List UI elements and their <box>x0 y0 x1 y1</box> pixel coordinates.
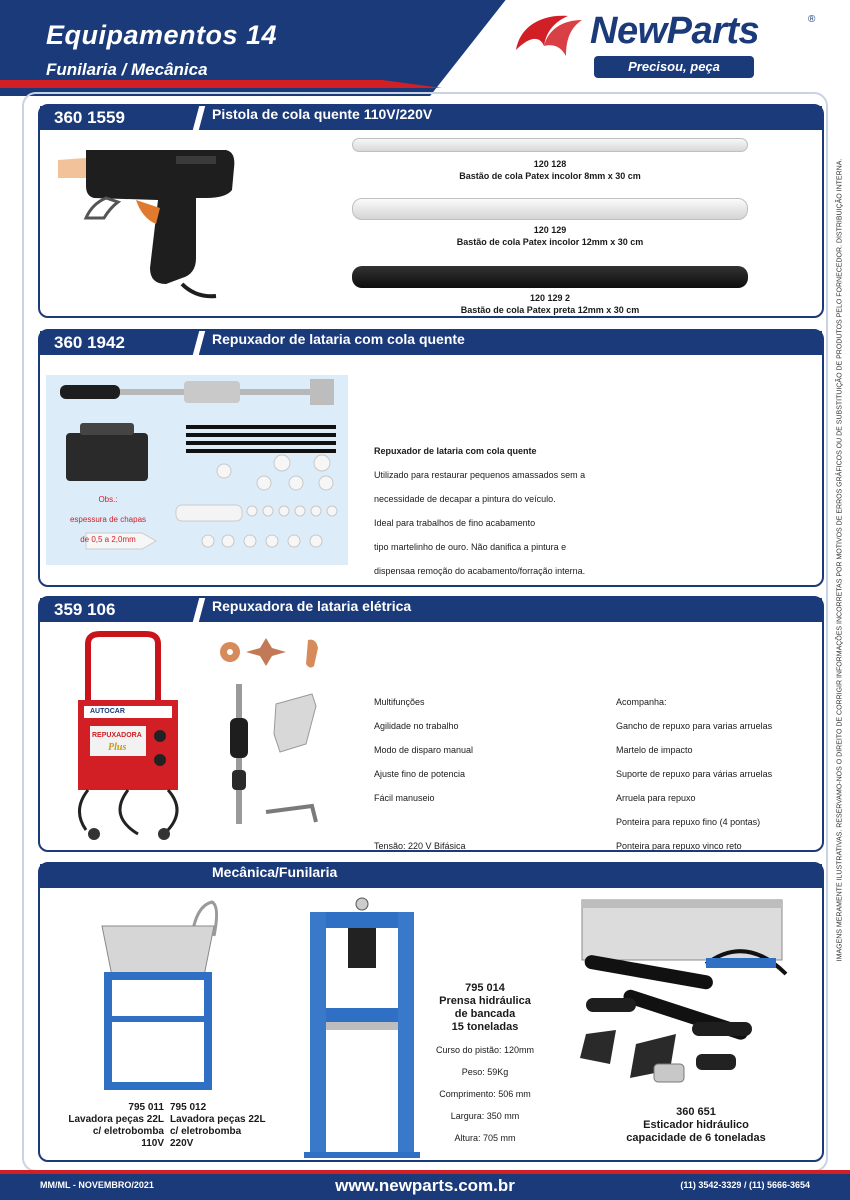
electric-puller-machine-image <box>68 630 186 842</box>
section-code: 360 1942 <box>40 331 200 355</box>
stretcher-label: 360 651 Esticador hidráulico capacidade de 6 toneladas <box>626 1106 766 1144</box>
section-glue-puller <box>38 329 824 587</box>
footer-edition: MM/ML - NOVEMBRO/2021 <box>40 1180 154 1190</box>
parts-washer-image <box>96 896 220 1096</box>
washer-220v-label: 795 012 Lavadora peças 22L c/ eletrobomba 220V <box>170 1102 266 1149</box>
page-subtitle: Funilaria / Mecânica <box>46 60 208 79</box>
section-header-bar <box>40 864 822 888</box>
press-specs: Curso do pistão: 120mm Peso: 59Kg Comprimento: 506 mm Largura: 350 mm Altura: 705 mm <box>435 1045 535 1143</box>
puller-accessories-image <box>216 634 346 844</box>
machine-brand: AUTOCAR <box>90 708 125 715</box>
hydraulic-stretcher-image <box>566 894 796 1094</box>
electric-puller-features: Multifunções Agilidade no trabalho Modo de disparo manual Ajuste fino de potencia Fácil manuseio Tensão: 220 V Bifásica <box>374 697 474 851</box>
section-title: Repuxador de lataria com cola quente <box>212 331 465 347</box>
footer-phone: (11) 3542-3329 / (11) 5666-3654 <box>680 1180 810 1190</box>
press-label: 795 014 Prensa hidráulica de bancada 15 toneladas <box>439 982 531 1033</box>
section-title: Repuxadora de lataria elétrica <box>212 598 412 614</box>
logo-brand-name: NewParts <box>590 10 760 52</box>
section-electric-puller <box>38 596 824 852</box>
footer-website-link[interactable]: www.newparts.com.br <box>335 1176 515 1195</box>
hydraulic-press-image <box>302 896 422 1160</box>
glue-stick-clear-12mm-image <box>352 198 748 220</box>
logo-swoosh-icon <box>510 6 590 84</box>
section-mechanics <box>38 862 824 1162</box>
section-title: Mecânica/Funilaria <box>212 864 338 880</box>
electric-puller-accessories: Acompanha: Gancho de repuxo para varias arruelas Martelo de impacto Suporte de repuxo para várias arruelas Arruela para repuxo Ponteira para repuxo fino (4 pontas) Ponteira para repuxo vinco reto <box>616 697 773 851</box>
glue-stick-black-12mm-image <box>352 266 748 288</box>
machine-name: REPUXADORA <box>92 732 142 739</box>
section-title: Pistola de cola quente 110V/220V <box>212 106 433 122</box>
page-title: Equipamentos 14 <box>46 20 278 50</box>
section-glue-gun <box>38 104 824 318</box>
thickness-note: Obs.: espessura de chapas de 0,5 a 2,0mm <box>69 495 147 544</box>
glue-gun-image <box>46 138 246 308</box>
product-label-120128: 120 128 Bastão de cola Patex incolor 8mm x 30 cm <box>459 159 641 181</box>
glue-puller-description: Repuxador de lataria com cola quente Utilizado para restaurar pequenos amassados sem a necessidade de decapar a pintura do veículo. Ideal para trabalhos de fino acabamento tipo martelinho de ouro. Não danifica a pintura e dispensaa remoção do acabamento/forração interna. <box>374 446 586 576</box>
logo-tagline: Precisou, peça <box>594 56 754 78</box>
machine-model: Plus <box>108 742 127 753</box>
side-disclaimer: IMAGENS MERAMENTE ILUSTRATIVAS. RESERVAMO-NOS O DIREITO DE CORRIGIR INFORMAÇÕES INCORRETAS POR MOTIVOS DE ERROS GRÁFICOS OU DE SUBSTITUIÇÃO DE PRODUTOS PELO FORNECEDOR. DISTRIBUIÇÃO INTERNA. <box>836 158 844 962</box>
newparts-logo <box>510 6 820 84</box>
product-label-120129: 120 129 Bastão de cola Patex incolor 12mm x 30 cm <box>456 225 644 247</box>
glue-puller-kit-image <box>46 375 348 565</box>
section-code: 359 106 <box>40 598 200 622</box>
glue-stick-clear-8mm-image <box>352 138 748 152</box>
washer-110v-label: 795 011 Lavadora peças 22L c/ eletrobomba 110V <box>68 1102 164 1149</box>
section-code: 360 1559 <box>40 106 200 130</box>
product-label-1201292: 120 129 2 Bastão de cola Patex preta 12mm x 30 cm <box>460 293 640 315</box>
logo-registered-mark: ® <box>808 14 816 25</box>
